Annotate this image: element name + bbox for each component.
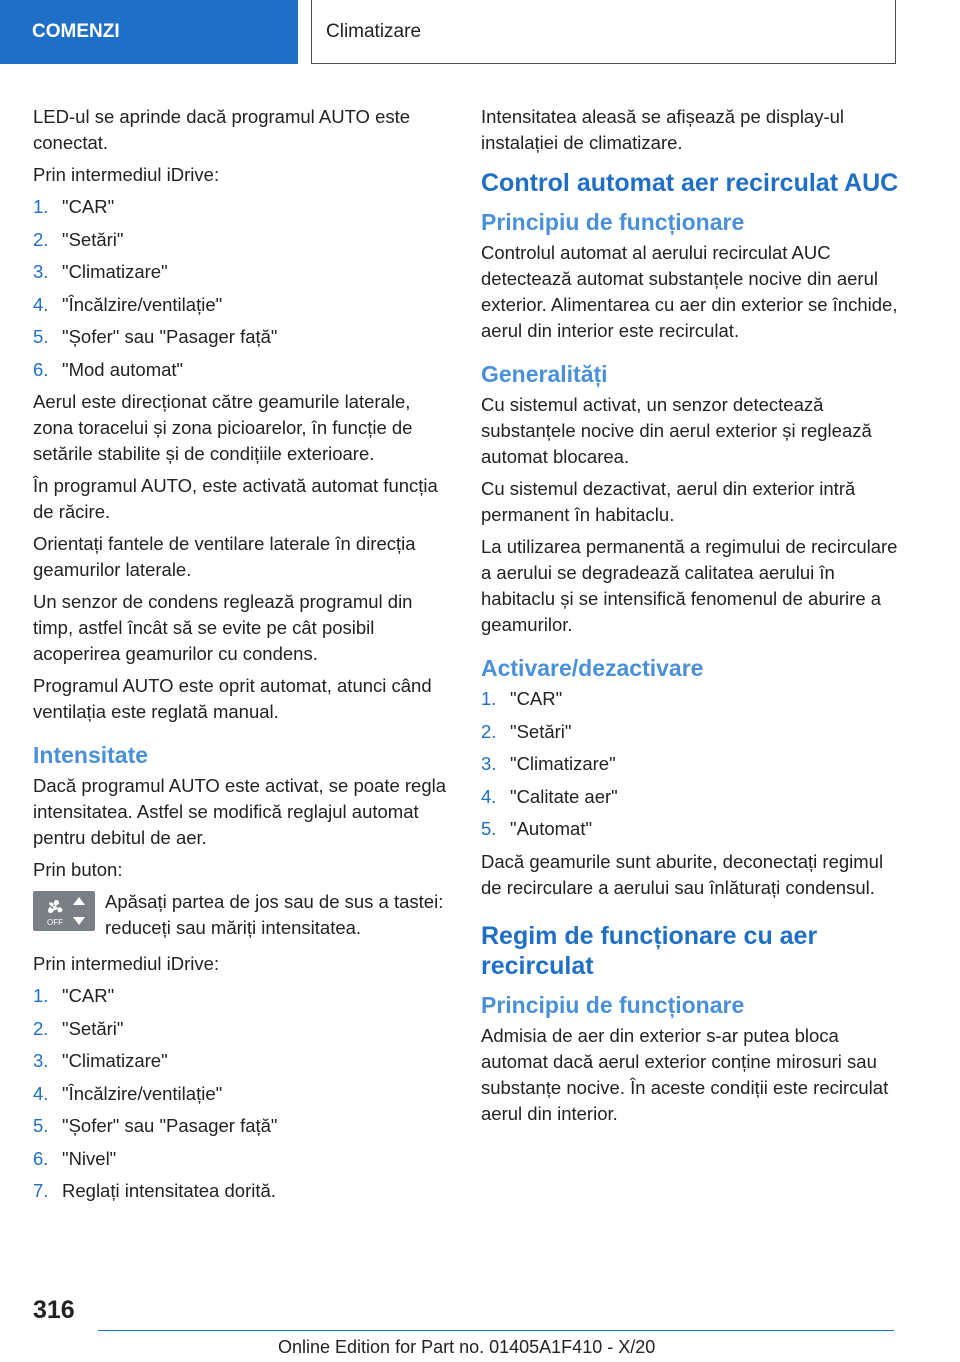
list-item bbox=[481, 816, 899, 842]
list-item bbox=[33, 1146, 451, 1172]
step-text: "Climatizare" bbox=[510, 753, 616, 774]
paragraph: Cu sistemul activat, un senzor detectează substanțele nocive din aerul exterior și reglează automat blocarea. bbox=[481, 394, 872, 467]
step-text: "Încălzire/ventilație" bbox=[62, 293, 223, 315]
list-item bbox=[33, 292, 451, 318]
step-text: "Calitate aer" bbox=[510, 785, 618, 807]
step-text: "Șofer" sau "Pasager față" bbox=[62, 326, 278, 347]
heading-activate: Activare/dezactivare bbox=[481, 655, 704, 681]
heading-principle: Principiu de funcționare bbox=[481, 991, 745, 1018]
list-item bbox=[33, 227, 451, 253]
list-item bbox=[33, 1081, 451, 1107]
right-column bbox=[481, 104, 899, 1133]
heading-principle: Principiu de funcționare bbox=[481, 209, 745, 235]
fan-button-icon bbox=[33, 891, 95, 931]
heading-intensity: Intensitate bbox=[33, 742, 149, 768]
step-number: 6. bbox=[33, 358, 49, 380]
paragraph: Prin intermediul iDrive: bbox=[33, 164, 220, 185]
list-item bbox=[33, 1048, 451, 1074]
step-number: 5. bbox=[33, 326, 49, 347]
step-text: "Automat" bbox=[510, 818, 593, 839]
section-tab: COMENZI bbox=[0, 0, 298, 64]
footer-divider bbox=[98, 1330, 894, 1331]
step-number: 3. bbox=[33, 261, 49, 282]
step-text: "Nivel" bbox=[62, 1147, 117, 1169]
step-number: 5. bbox=[33, 1115, 49, 1136]
page-number: 316 bbox=[33, 1296, 75, 1324]
paragraph: Aerul este direcționat către geamurile laterale, zona toracelui și zona picioarelor, în funcție de setările stabilite și de condițiile exterioare. bbox=[33, 391, 413, 464]
step-text: "CAR" bbox=[510, 688, 563, 709]
intensity-steps-list bbox=[33, 983, 451, 1204]
step-number: 1. bbox=[33, 196, 49, 217]
fan-icon bbox=[33, 891, 95, 931]
step-text: "Încălzire/ventilație" bbox=[62, 1082, 223, 1104]
step-number: 7. bbox=[33, 1180, 49, 1201]
list-item bbox=[33, 357, 451, 383]
list-item bbox=[33, 194, 451, 220]
step-number: 1. bbox=[33, 985, 49, 1006]
footer-edition: Online Edition for Part no. 01405A1F410 - X/20 bbox=[278, 1337, 656, 1357]
paragraph: Dacă geamurile sunt aburite, deconectați regimul de recirculare a aerului sau înlăturați condensul. bbox=[481, 850, 884, 898]
step-text: "Setări" bbox=[62, 228, 124, 250]
step-text: "Șofer" sau "Pasager față" bbox=[62, 1115, 278, 1136]
off-label: OFF bbox=[47, 918, 63, 927]
step-number: 2. bbox=[33, 228, 49, 250]
button-instruction-text: Apăsați partea de jos sau de sus a tastei: reduceți sau măriți intensitatea. bbox=[105, 891, 444, 938]
button-instruction bbox=[33, 889, 451, 941]
step-text: "CAR" bbox=[62, 985, 115, 1006]
list-item bbox=[33, 983, 451, 1009]
paragraph: În programul AUTO, este activată automat funcția de răcire. bbox=[33, 475, 438, 522]
chapter-title: Climatizare bbox=[311, 0, 896, 64]
paragraph: Programul AUTO este oprit automat, atunci când ventilația este reglată manual. bbox=[33, 675, 432, 722]
step-text: "Setări" bbox=[62, 1017, 124, 1039]
list-item bbox=[33, 1178, 451, 1204]
list-item bbox=[33, 324, 451, 350]
paragraph: Prin intermediul iDrive: bbox=[33, 953, 220, 974]
paragraph: Dacă programul AUTO este activat, se poate regla intensitatea. Astfel se modifică reglajul automat pentru debitul de aer. bbox=[33, 775, 447, 848]
list-item bbox=[481, 719, 899, 745]
list-item bbox=[33, 259, 451, 285]
paragraph: LED-ul se aprinde dacă programul AUTO este conectat. bbox=[33, 106, 411, 153]
step-text: "Mod automat" bbox=[62, 358, 184, 380]
paragraph: Intensitatea aleasă se afișează pe display-ul instalației de climatizare. bbox=[481, 106, 845, 153]
step-number: 6. bbox=[33, 1147, 49, 1169]
list-item bbox=[33, 1016, 451, 1042]
list-item bbox=[481, 686, 899, 712]
step-text: Reglați intensitatea dorită. bbox=[62, 1180, 276, 1201]
paragraph: Controlul automat al aerului recirculat AUC detectează automat substanțele nocive din aerul exterior. Alimentarea cu aer din exterior se închide, aerul din interior este recirculat. bbox=[481, 242, 898, 341]
step-number: 3. bbox=[33, 1050, 49, 1071]
list-item bbox=[481, 784, 899, 810]
step-number: 2. bbox=[33, 1017, 49, 1039]
step-text: "Climatizare" bbox=[62, 1050, 168, 1071]
paragraph: Orientați fantele de ventilare laterale în direcția geamurilor laterale. bbox=[33, 533, 416, 580]
list-item bbox=[481, 751, 899, 777]
step-number: 4. bbox=[33, 1082, 49, 1104]
paragraph: La utilizarea permanentă a regimului de recirculare a aerului se degradează calitatea aerului în habitaclu și se intensifică fenomenul de aburire a geamurilor. bbox=[481, 536, 898, 635]
step-text: "CAR" bbox=[62, 196, 115, 217]
step-number: 2. bbox=[481, 720, 497, 742]
step-text: "Climatizare" bbox=[62, 261, 168, 282]
paragraph: Un senzor de condens reglează programul din timp, astfel încât să se evite pe cât posibil acoperirea geamurilor cu condens. bbox=[33, 591, 413, 664]
step-text: "Setări" bbox=[510, 720, 572, 742]
step-number: 3. bbox=[481, 753, 497, 774]
paragraph: Prin buton: bbox=[33, 859, 123, 880]
heading-general: Generalități bbox=[481, 361, 608, 387]
idrive-steps-list bbox=[33, 194, 451, 383]
left-column bbox=[33, 104, 451, 1211]
paragraph: Cu sistemul dezactivat, aerul din exterior intră permanent în habitaclu. bbox=[481, 478, 856, 525]
heading-auc: Control automat aer recirculat AUC bbox=[481, 169, 899, 197]
activation-steps-list bbox=[481, 686, 899, 842]
step-number: 4. bbox=[33, 293, 49, 315]
step-number: 5. bbox=[481, 818, 497, 839]
step-number: 1. bbox=[481, 688, 497, 709]
step-number: 4. bbox=[481, 785, 497, 807]
heading-recirculation: Regim de funcționare cu aer recirculat bbox=[481, 921, 818, 980]
list-item bbox=[33, 1113, 451, 1139]
paragraph: Admisia de aer din exterior s-ar putea bloca automat dacă aerul exterior conține mirosuri sau substanțe nocive. În aceste condiții este recirculat aerul din interior. bbox=[481, 1024, 889, 1124]
